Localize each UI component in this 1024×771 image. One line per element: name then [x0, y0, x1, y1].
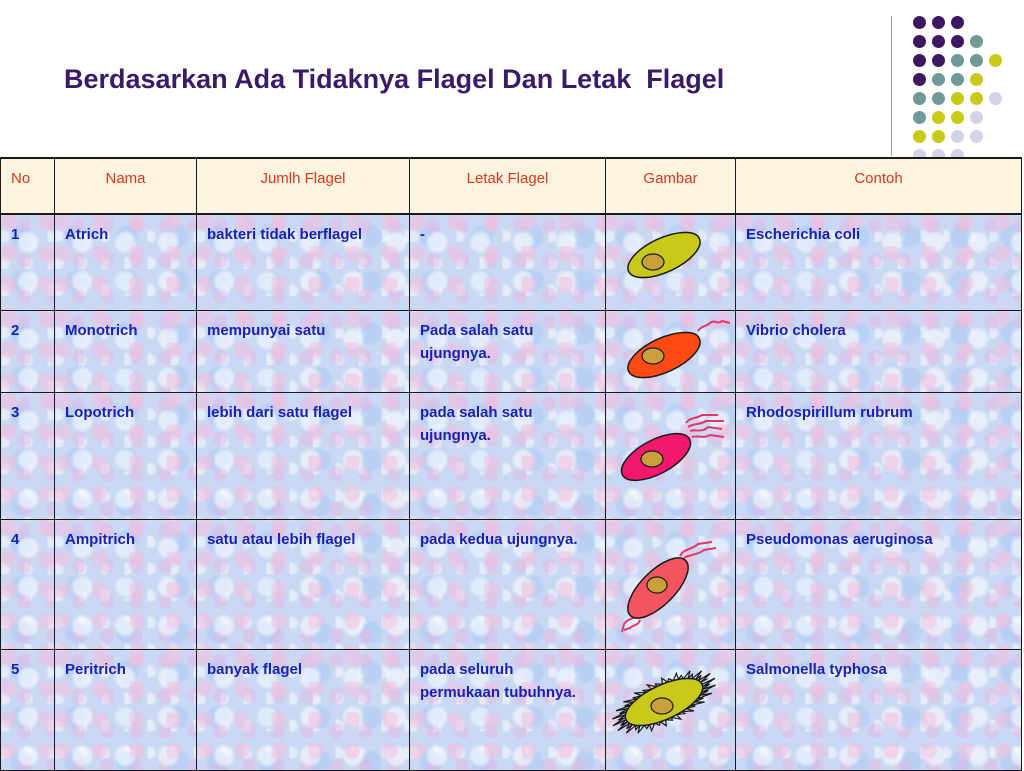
table-row [1, 393, 1022, 520]
decor-dot [970, 54, 983, 67]
cell-nama: Peritrich [55, 650, 197, 771]
cell-jumlah: bakteri tidak berflagel [197, 214, 410, 311]
decor-dot [951, 73, 964, 86]
cell-letak: Pada salah satu ujungnya. [410, 311, 606, 393]
decor-dot [951, 54, 964, 67]
decor-dot [913, 130, 926, 143]
cell-no: 5 [1, 650, 55, 771]
atrich-bacterium-icon [606, 215, 736, 310]
decor-divider [891, 16, 892, 156]
decor-dot [932, 92, 945, 105]
cell-nama: Atrich [55, 214, 197, 311]
decor-dot [970, 92, 983, 105]
cell-contoh: Salmonella typhosa [736, 650, 1022, 771]
decor-dot [951, 130, 964, 143]
cell-gambar [606, 214, 736, 311]
decor-dot [932, 73, 945, 86]
cell-contoh: Escherichia coli [736, 214, 1022, 311]
decor-dot [913, 35, 926, 48]
flagella-table [0, 157, 1022, 771]
cell-gambar [606, 520, 736, 650]
decor-dot [970, 35, 983, 48]
decor-dot [989, 54, 1002, 67]
decor-dot [951, 35, 964, 48]
table-row [1, 520, 1022, 650]
decor-dot [932, 111, 945, 124]
cell-jumlah: lebih dari satu flagel [197, 393, 410, 520]
cell-gambar [606, 311, 736, 393]
cell-no: 3 [1, 393, 55, 520]
cell-gambar [606, 393, 736, 520]
cell-jumlah: mempunyai satu [197, 311, 410, 393]
decor-dot [970, 73, 983, 86]
decor-dot [932, 16, 945, 29]
header-letak-flagel: Letak Flagel [410, 158, 606, 214]
cell-contoh: Vibrio cholera [736, 311, 1022, 393]
decor-dot [970, 111, 983, 124]
header-nama: Nama [55, 158, 197, 214]
cell-gambar [606, 650, 736, 771]
table-header-row [1, 158, 1022, 214]
decor-dot [932, 54, 945, 67]
decor-dot [951, 111, 964, 124]
decor-dot [951, 16, 964, 29]
cell-letak: pada seluruh permukaan tubuhnya. [410, 650, 606, 771]
slide-title: Berdasarkan Ada Tidaknya Flagel Dan Letak Flagel [64, 64, 725, 94]
cell-contoh: Rhodospirillum rubrum [736, 393, 1022, 520]
cell-letak: pada salah satu ujungnya. [410, 393, 606, 520]
cell-nama: Monotrich [55, 311, 197, 393]
header-gambar: Gambar [606, 158, 736, 214]
decor-dot [913, 16, 926, 29]
table-row [1, 650, 1022, 771]
peritrich-bacterium-icon [606, 650, 736, 770]
cell-no: 4 [1, 520, 55, 650]
decor-dot [951, 92, 964, 105]
cell-jumlah: satu atau lebih flagel [197, 520, 410, 650]
cell-letak: - [410, 214, 606, 311]
cell-contoh: Pseudomonas aeruginosa [736, 520, 1022, 650]
table-row [1, 214, 1022, 311]
cell-no: 1 [1, 214, 55, 311]
decor-dot [913, 54, 926, 67]
header-contoh: Contoh [736, 158, 1022, 214]
amphitrich-bacterium-icon [606, 520, 736, 649]
cell-nama: Ampitrich [55, 520, 197, 650]
decor-dot [913, 73, 926, 86]
header-jumlah-flagel: Jumlh Flagel [197, 158, 410, 214]
decor-dot [970, 130, 983, 143]
decor-dot [989, 92, 1002, 105]
decor-dot [932, 130, 945, 143]
decor-dot [913, 92, 926, 105]
cell-letak: pada kedua ujungnya. [410, 520, 606, 650]
table-row [1, 311, 1022, 393]
monotrich-bacterium-icon [606, 311, 736, 392]
decor-dot [913, 111, 926, 124]
cell-no: 2 [1, 311, 55, 393]
lopotrich-bacterium-icon [606, 393, 736, 519]
header-no: No [1, 158, 55, 214]
cell-jumlah: banyak flagel [197, 650, 410, 771]
decor-dot [932, 35, 945, 48]
cell-nama: Lopotrich [55, 393, 197, 520]
